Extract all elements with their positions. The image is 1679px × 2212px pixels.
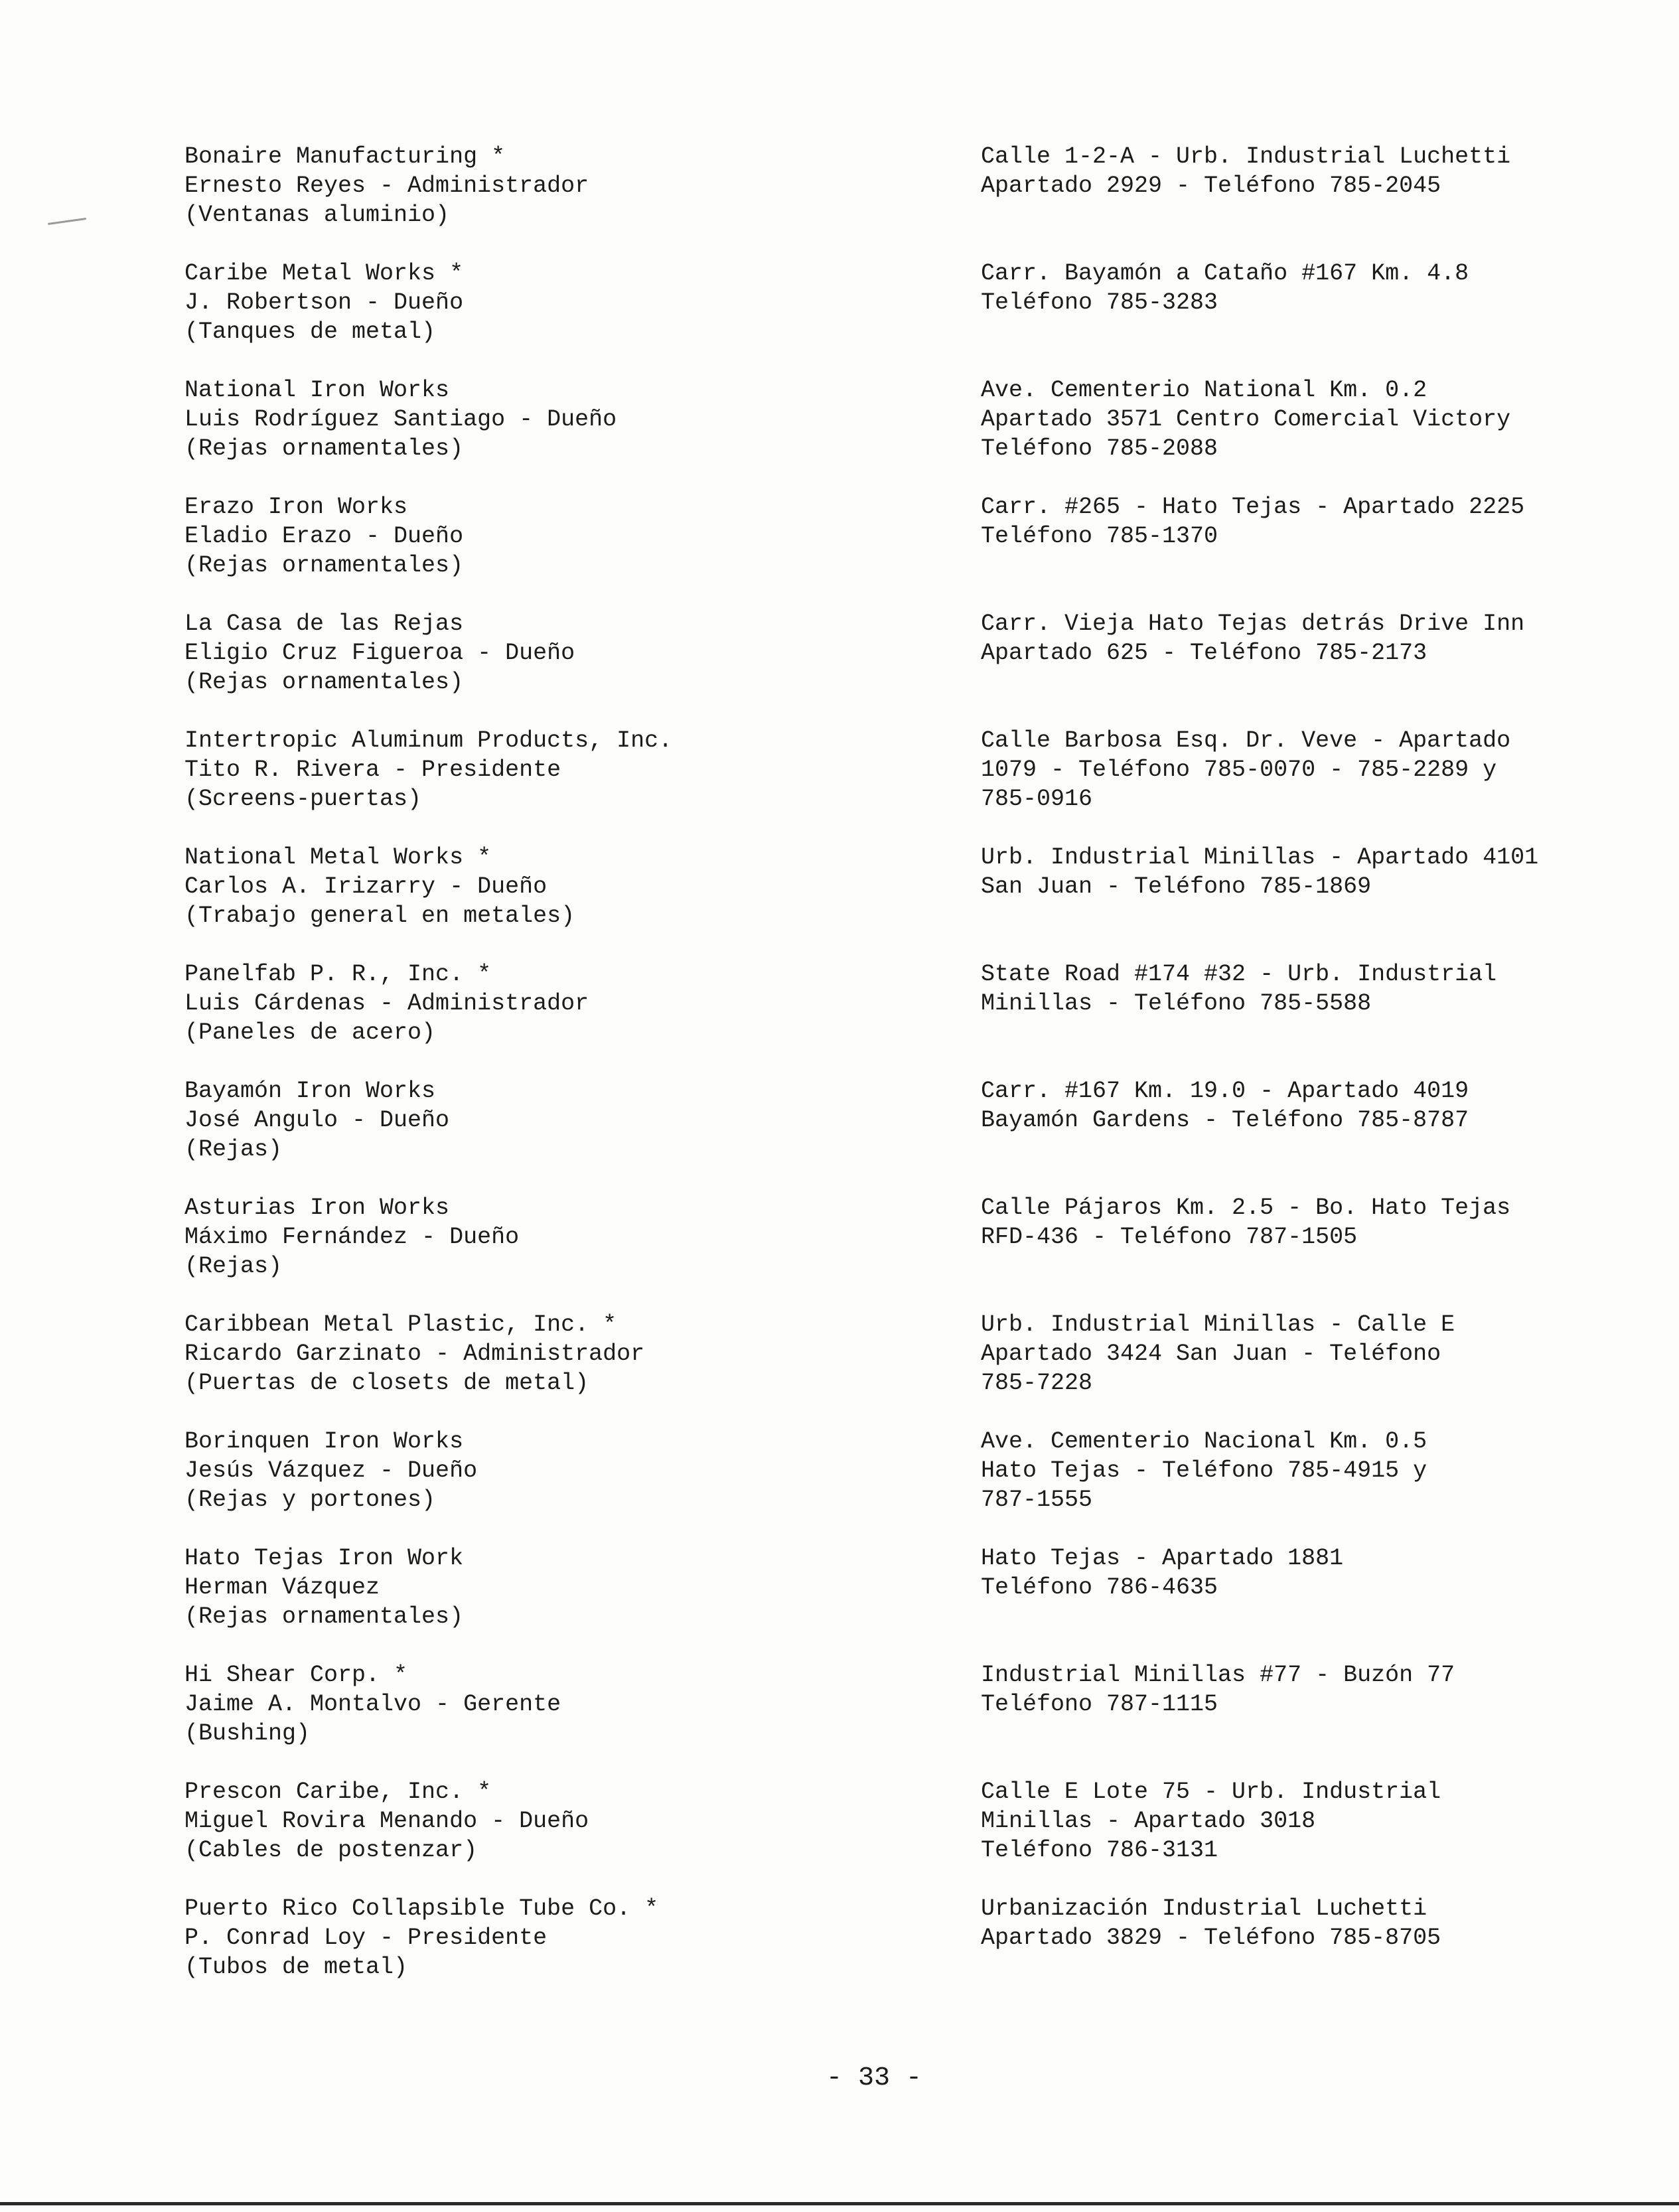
product-description: (Paneles de acero): [184, 1019, 436, 1046]
address-line: Ave. Cementerio National Km. 0.2: [981, 377, 1427, 404]
product-description: (Rejas): [184, 1136, 283, 1163]
directory-entry: [0, 1193, 1679, 1293]
directory-entry: [0, 142, 1679, 242]
bottom-edge-line: [0, 2202, 1679, 2205]
directory-entry: [0, 1544, 1679, 1643]
company-name: Prescon Caribe, Inc. *: [184, 1779, 492, 1805]
directory-entry: [0, 1427, 1679, 1526]
company-name: Bonaire Manufacturing *: [184, 143, 506, 170]
directory-entry: [0, 1777, 1679, 1877]
company-name: Bayamón Iron Works: [184, 1078, 436, 1104]
product-description: (Rejas): [184, 1253, 283, 1280]
contact-person: Tito R. Rivera - Presidente: [184, 757, 561, 783]
directory-entry: [0, 1310, 1679, 1410]
page-number: - 33 -: [826, 2063, 922, 2093]
contact-person: Eligio Cruz Figueroa - Dueño: [184, 640, 575, 666]
product-description: (Screens-puertas): [184, 786, 422, 812]
company-info: [184, 726, 954, 814]
company-name: La Casa de las Rejas: [184, 611, 464, 637]
address-line: Minillas - Apartado 3018: [981, 1808, 1316, 1834]
address-info: [981, 1894, 1658, 1953]
directory-entry: [0, 1894, 1679, 1994]
address-info: [981, 609, 1658, 668]
address-line: Hato Tejas - Apartado 1881: [981, 1545, 1344, 1572]
directory-entry: [0, 492, 1679, 592]
address-line: Urb. Industrial Minillas - Apartado 4101: [981, 844, 1539, 871]
directory-entry: [0, 1076, 1679, 1176]
address-line: Apartado 3424 San Juan - Teléfono: [981, 1341, 1441, 1367]
company-name: National Metal Works *: [184, 844, 492, 871]
company-name: Hato Tejas Iron Work: [184, 1545, 464, 1572]
company-name: Caribbean Metal Plastic, Inc. *: [184, 1311, 617, 1338]
contact-person: Carlos A. Irizarry - Dueño: [184, 873, 548, 900]
address-line: Carr. Vieja Hato Tejas detrás Drive Inn: [981, 611, 1525, 637]
address-line: RFD-436 - Teléfono 787-1505: [981, 1224, 1358, 1250]
address-line: Apartado 625 - Teléfono 785-2173: [981, 640, 1427, 666]
address-line: Carr. #167 Km. 19.0 - Apartado 4019: [981, 1078, 1469, 1104]
address-line: 785-0916: [981, 786, 1093, 812]
company-name: Panelfab P. R., Inc. *: [184, 961, 492, 988]
address-info: [981, 259, 1658, 317]
company-name: National Iron Works: [184, 377, 450, 404]
address-info: [981, 1310, 1658, 1398]
address-line: Teléfono 785-3283: [981, 289, 1218, 316]
contact-person: Luis Cárdenas - Administrador: [184, 990, 589, 1017]
address-info: [981, 1193, 1658, 1252]
address-info: [981, 1660, 1658, 1719]
address-info: [981, 726, 1658, 814]
product-description: (Tubos de metal): [184, 1954, 408, 1980]
address-line: Urbanización Industrial Luchetti: [981, 1895, 1427, 1922]
address-line: Bayamón Gardens - Teléfono 785-8787: [981, 1107, 1469, 1134]
address-line: Carr. #265 - Hato Tejas - Apartado 2225: [981, 494, 1525, 520]
address-info: [981, 142, 1658, 200]
product-description: (Rejas y portones): [184, 1487, 436, 1513]
address-line: Teléfono 785-2088: [981, 435, 1218, 462]
directory-entry: [0, 843, 1679, 942]
company-name: Intertropic Aluminum Products, Inc.: [184, 727, 673, 754]
address-line: Apartado 3571 Centro Comercial Victory: [981, 406, 1511, 433]
address-info: [981, 376, 1658, 463]
address-info: [981, 960, 1658, 1018]
contact-person: J. Robertson - Dueño: [184, 289, 464, 316]
address-info: [981, 1076, 1658, 1135]
contact-person: Máximo Fernández - Dueño: [184, 1224, 520, 1250]
product-description: (Rejas ornamentales): [184, 552, 464, 579]
company-info: [184, 1777, 954, 1865]
address-info: [981, 843, 1658, 901]
directory-entry: [0, 726, 1679, 826]
product-description: (Tanques de metal): [184, 319, 436, 345]
address-info: [981, 1427, 1658, 1514]
address-line: Teléfono 787-1115: [981, 1691, 1218, 1718]
address-line: Ave. Cementerio Nacional Km. 0.5: [981, 1428, 1427, 1455]
address-line: State Road #174 #32 - Urb. Industrial: [981, 961, 1497, 988]
address-line: Calle Pájaros Km. 2.5 - Bo. Hato Tejas: [981, 1195, 1511, 1221]
company-info: [184, 1894, 954, 1982]
contact-person: Eladio Erazo - Dueño: [184, 523, 464, 550]
company-info: [184, 1427, 954, 1514]
product-description: (Cables de postenzar): [184, 1837, 478, 1864]
contact-person: Miguel Rovira Menando - Dueño: [184, 1808, 589, 1834]
address-line: Urb. Industrial Minillas - Calle E: [981, 1311, 1455, 1338]
contact-person: Ricardo Garzinato - Administrador: [184, 1341, 645, 1367]
address-line: Carr. Bayamón a Cataño #167 Km. 4.8: [981, 260, 1469, 287]
company-info: [184, 843, 954, 930]
company-info: [184, 142, 954, 230]
company-info: [184, 609, 954, 697]
product-description: (Rejas ornamentales): [184, 435, 464, 462]
address-line: Hato Tejas - Teléfono 785-4915 y: [981, 1457, 1427, 1484]
contact-person: P. Conrad Loy - Presidente: [184, 1925, 548, 1951]
company-info: [184, 960, 954, 1047]
directory-entry: [0, 376, 1679, 475]
product-description: (Rejas ornamentales): [184, 1603, 464, 1630]
directory-entry: [0, 609, 1679, 709]
contact-person: Luis Rodríguez Santiago - Dueño: [184, 406, 617, 433]
address-line: 1079 - Teléfono 785-0070 - 785-2289 y: [981, 757, 1497, 783]
address-line: Apartado 3829 - Teléfono 785-8705: [981, 1925, 1441, 1951]
company-name: Erazo Iron Works: [184, 494, 408, 520]
contact-person: Ernesto Reyes - Administrador: [184, 173, 589, 199]
company-info: [184, 259, 954, 346]
product-description: (Rejas ornamentales): [184, 669, 464, 696]
company-info: [184, 376, 954, 463]
address-line: 787-1555: [981, 1487, 1093, 1513]
product-description: (Bushing): [184, 1720, 311, 1747]
address-info: [981, 1544, 1658, 1602]
company-name: Puerto Rico Collapsible Tube Co. *: [184, 1895, 659, 1922]
contact-person: José Angulo - Dueño: [184, 1107, 450, 1134]
company-info: [184, 1544, 954, 1631]
address-line: San Juan - Teléfono 785-1869: [981, 873, 1372, 900]
contact-person: Herman Vázquez: [184, 1574, 380, 1601]
company-name: Asturias Iron Works: [184, 1195, 450, 1221]
company-info: [184, 1660, 954, 1748]
contact-person: Jesús Vázquez - Dueño: [184, 1457, 478, 1484]
product-description: (Ventanas aluminio): [184, 202, 450, 228]
address-info: [981, 492, 1658, 551]
company-name: Hi Shear Corp. *: [184, 1662, 408, 1688]
product-description: (Trabajo general en metales): [184, 903, 575, 929]
directory-entry: [0, 960, 1679, 1059]
company-info: [184, 492, 954, 580]
address-line: Teléfono 785-1370: [981, 523, 1218, 550]
product-description: (Puertas de closets de metal): [184, 1370, 589, 1396]
company-info: [184, 1193, 954, 1281]
address-line: Teléfono 786-3131: [981, 1837, 1218, 1864]
address-line: Teléfono 786-4635: [981, 1574, 1218, 1601]
address-line: Calle Barbosa Esq. Dr. Veve - Apartado: [981, 727, 1511, 754]
address-line: Calle E Lote 75 - Urb. Industrial: [981, 1779, 1441, 1805]
directory-entry: [0, 259, 1679, 358]
address-line: Calle 1-2-A - Urb. Industrial Luchetti: [981, 143, 1511, 170]
directory-entry: [0, 1660, 1679, 1760]
company-name: Caribe Metal Works *: [184, 260, 464, 287]
address-line: 785-7228: [981, 1370, 1093, 1396]
address-line: Industrial Minillas #77 - Buzón 77: [981, 1662, 1455, 1688]
address-info: [981, 1777, 1658, 1865]
contact-person: Jaime A. Montalvo - Gerente: [184, 1691, 561, 1718]
address-line: Apartado 2929 - Teléfono 785-2045: [981, 173, 1441, 199]
company-info: [184, 1076, 954, 1164]
company-info: [184, 1310, 954, 1398]
company-name: Borinquen Iron Works: [184, 1428, 464, 1455]
address-line: Minillas - Teléfono 785-5588: [981, 990, 1372, 1017]
